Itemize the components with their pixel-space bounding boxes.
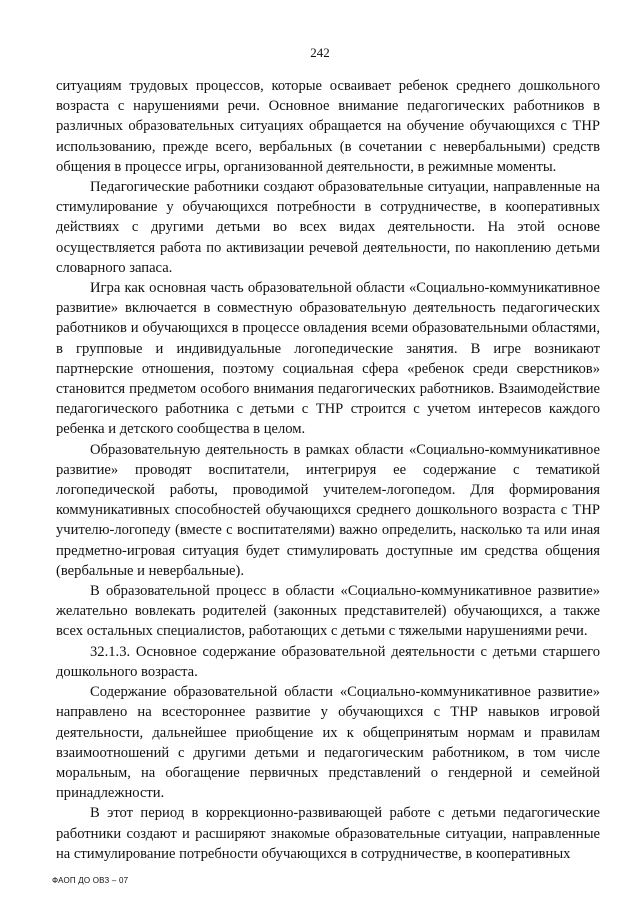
- section-heading: 32.1.3. Основное содержание образовательной деятельности с детьми старшего дошкольного возраста.: [56, 643, 600, 680]
- paragraph: Образовательную деятельность в рамках области «Социально-коммуникативное развитие» проводят воспитатели, интегрируя ее содержание с тематикой логопедической работы, проводимой учителем-логопедом. Для формирования коммуникативных способностей обучающихся среднего дошкольного возраста с ТНР учителю-логопеду (вместе с воспитателями) важно определить, насколько та или иная предметно-игровая ситуация будет стимулировать доступные им средства общения (вербальные и невербальные).: [56, 441, 600, 579]
- paragraph: В образовательной процесс в области «Социально-коммуникативное развитие» желательно вовлекать родителей (законных представителей) обучающихся, а также всех остальных специалистов, работающих с детьми с тяжелыми нарушениями речи.: [56, 583, 600, 640]
- paragraph: Педагогические работники создают образовательные ситуации, направленные на стимулирование у обучающихся потребности в сотрудничестве, в кооперативных действиях с другими детьми во всех видах деятельности. На этой основе осуществляется работа по активизации речевой деятельности, по накоплению детьми словарного запаса.: [56, 179, 600, 276]
- paragraph: В этот период в коррекционно-развивающей работе с детьми педагогические работники создают и расширяют знакомые образовательные ситуации, направленные на стимулирование потребности обучающихся в сотрудничестве, в кооперативных: [56, 805, 600, 862]
- page-number: 242: [310, 45, 330, 60]
- page-footer: ФАОП ДО ОВЗ – 07: [52, 876, 129, 885]
- document-body: [56, 76, 600, 864]
- paragraph: ситуациям трудовых процессов, которые осваивает ребенок среднего дошкольного возраста с нарушениями речи. Основное внимание педагогических работников в различных образовательных ситуациях обращается на обучение обучающихся с ТНР использованию, прежде всего, вербальных (в сочетании с невербальными) средств общения в процессе игры, организованной деятельности, в режимные моменты.: [56, 78, 600, 175]
- paragraph: Содержание образовательной области «Социально-коммуникативное развитие» направлено на всестороннее развитие у обучающихся с ТНР навыков игровой деятельности, дальнейшее приобщение их к общепринятым нормам и правилам взаимоотношений с другими детьми и педагогическим работником, в том числе моральным, на обогащение первичных представлений о гендерной и семейной принадлежности.: [56, 684, 600, 802]
- paragraph: Игра как основная часть образовательной области «Социально-коммуникативное развитие» включается в совместную образовательную деятельность педагогических работников и обучающихся в процессе овладения всеми образовательными областями, в групповые и индивидуальные логопедические занятия. В игре возникают партнерские отношения, поэтому социальная сфера «ребенок среди сверстников» становится предметом особого внимания педагогических работников. Взаимодействие педагогического работника с детьми с ТНР строится с учетом интересов каждого ребенка и детского сообщества в целом.: [56, 280, 600, 438]
